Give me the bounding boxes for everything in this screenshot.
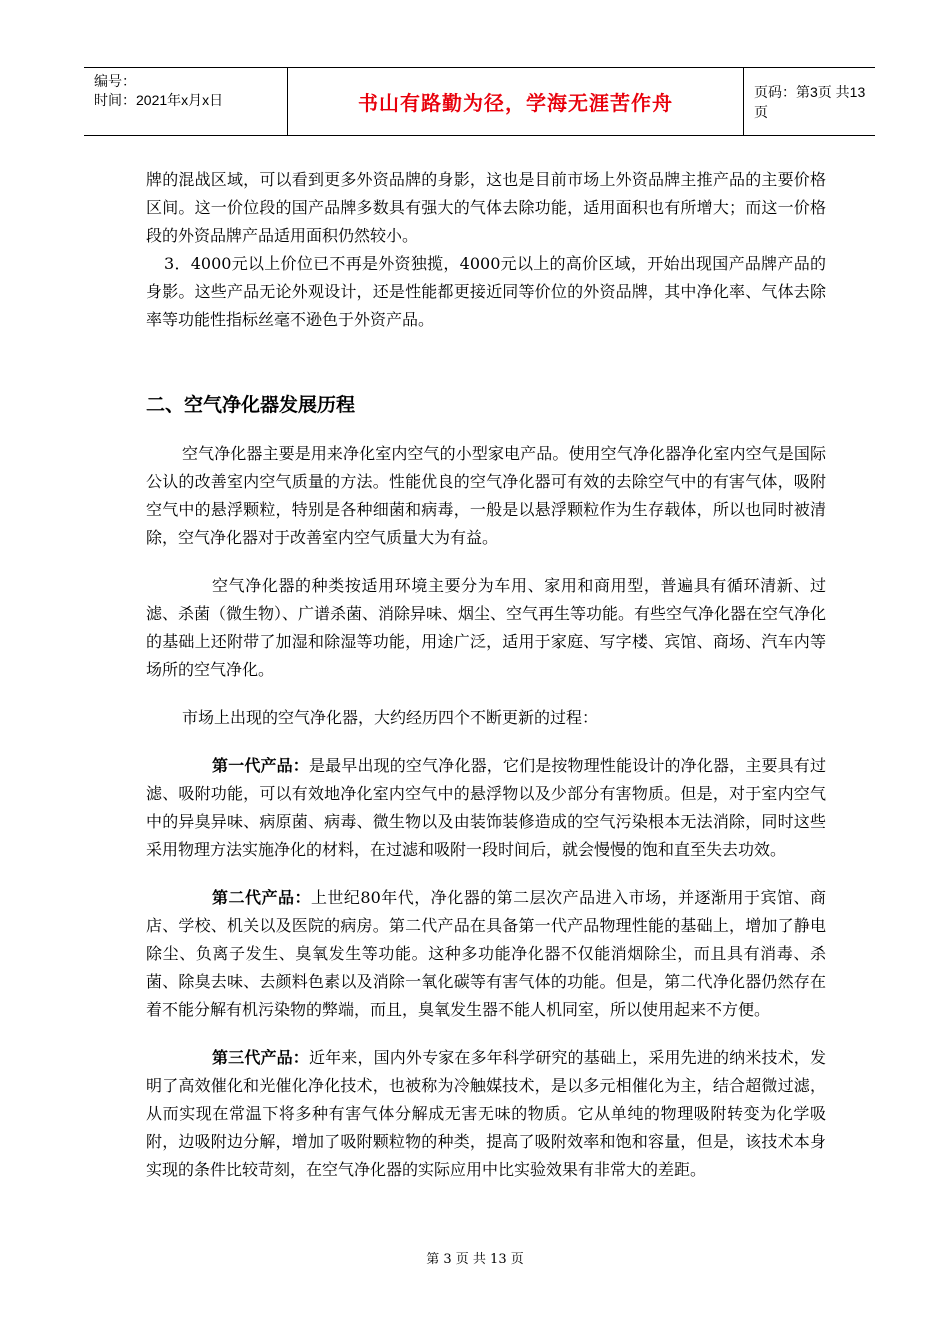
- number-label: 编号：: [94, 73, 136, 89]
- paragraph-gen1: [146, 752, 826, 864]
- paragraph: 3．4000元以上价位已不再是外资独揽，4000元以上的高价区域，开始出现国产品牌产品的身影。这些产品无论外观设计，还是性能都更接近同等价位的外资品牌，其中净化率、气体去除率等功能性指标丝毫不逊色于外资产品。: [146, 254, 826, 329]
- paragraph: 牌的混战区域，可以看到更多外资品牌的身影，这也是目前市场上外资品牌主推产品的主要价格区间。这一价位段的国产品牌多数具有强大的气体去除功能，适用面积也有所增大；而这一价格段的外资品牌产品适用面积仍然较小。: [146, 170, 826, 245]
- paragraph-gen2: [146, 884, 826, 1024]
- gen2-text: 上世纪80年代，净化器的第二层次产品进入市场，并逐渐用于宾馆、商店、学校、机关以及医院的病房。第二代产品在具备第一代产品物理性能的基础上，增加了静电除尘、负离子发生、臭氧发生等功能。这种多功能净化器不仅能消烟除尘，而且具有消毒、杀菌、除臭去味、去颜料色素以及消除一氧化碳等有害气体的功能。但是，第二代净化器仍然存在着不能分解有机污染物的弊端，而且，臭氧发生器不能人机同室，所以使用起来不方便。: [146, 888, 826, 1019]
- paragraph-gen3: [146, 1044, 826, 1184]
- gen1-text: 是最早出现的空气净化器，它们是按物理性能设计的净化器，主要具有过滤、吸附功能，可以有效地净化室内空气中的悬浮物以及少部分有害物质。但是，对于室内空气中的异臭异味、病原菌、病毒、微生物以及由装饰装修造成的空气污染根本无法消除，同时这些采用物理方法实施净化的材料，在过滤和吸附一段时间后，就会慢慢的饱和直至失去功效。: [146, 756, 826, 859]
- header-meta: [84, 68, 287, 135]
- gen2-label: 第二代产品：: [212, 888, 311, 907]
- page-header: [84, 67, 875, 136]
- paragraph: 空气净化器主要是用来净化室内空气的小型家电产品。使用空气净化器净化室内空气是国际公认的改善室内空气质量的方法。性能优良的空气净化器可有效的去除空气中的有害气体，吸附空气中的悬浮颗粒，特别是各种细菌和病毒，一般是以悬浮颗粒作为生存载体，所以也同时被清除，空气净化器对于改善室内空气质量大为有益。: [146, 444, 826, 547]
- gen3-label: 第三代产品：: [212, 1048, 309, 1067]
- gen1-label: 第一代产品：: [212, 756, 309, 775]
- header-page-info: 页码：第3页 共13页: [754, 83, 866, 120]
- document-body: [146, 166, 826, 1184]
- paragraph: 市场上出现的空气净化器，大约经历四个不断更新的过程：: [182, 708, 599, 727]
- gen3-text: 近年来，国内外专家在多年科学研究的基础上，采用先进的纳米技术，发明了高效催化和光催化净化技术，也被称为冷触媒技术，是以多元相催化为主，结合超微过滤，从而实现在常温下将多种有害气体分解成无害无味的物质。它从单纯的物理吸附转变为化学吸附，边吸附边分解，增加了吸附颗粒物的种类，提高了吸附效率和饱和容量，但是，该技术本身实现的条件比较苛刻，在空气净化器的实际应用中比实验效果有非常大的差距。: [146, 1048, 826, 1179]
- header-motto: 书山有路勤为径，学海无涯苦作舟: [287, 68, 744, 135]
- section-heading: 二、空气净化器发展历程: [146, 394, 356, 416]
- page-footer: 第 3 页 共 13 页: [426, 1252, 524, 1267]
- paragraph: 空气净化器的种类按适用环境主要分为车用、家用和商用型，普遍具有循环清新、过滤、杀菌（微生物）、广谱杀菌、消除异味、烟尘、空气再生等功能。有些空气净化器在空气净化的基础上还附带了加湿和除湿等功能，用途广泛，适用于家庭、写字楼、宾馆、商场、汽车内等场所的空气净化。: [146, 576, 827, 679]
- time-label: 时间：2021年x月x日: [94, 92, 224, 108]
